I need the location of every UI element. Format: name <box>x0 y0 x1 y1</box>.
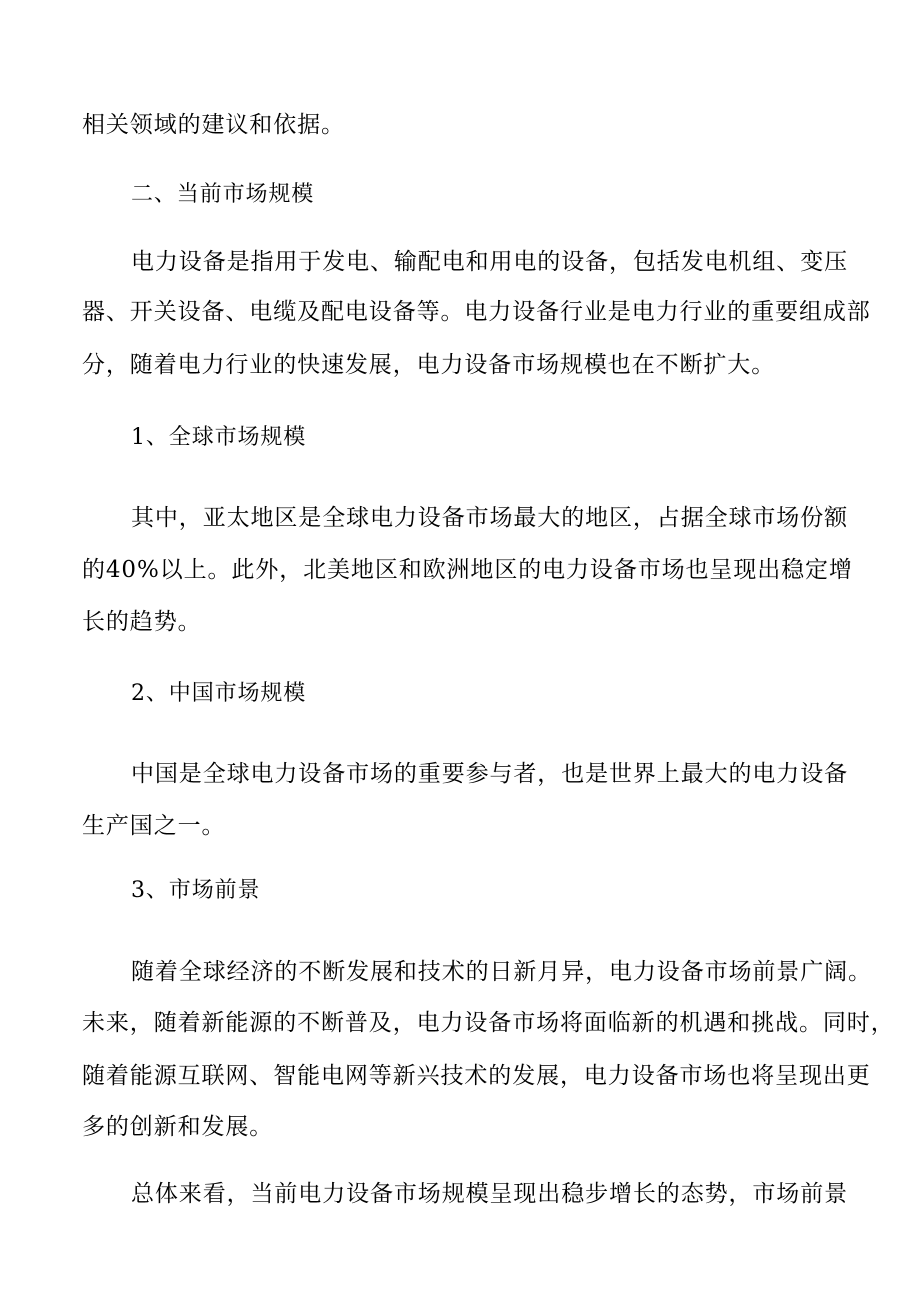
paragraph-line: 未来，随着新能源的不断普及，电力设备市场将面临新的机遇和挑战。同时， <box>82 1010 895 1036</box>
paragraph-line: 随着能源互联网、智能电网等新兴技术的发展，电力设备市场也将呈现出更 <box>82 1063 871 1089</box>
paragraph-line: 中国是全球电力设备市场的重要参与者，也是世界上最大的电力设备 <box>131 761 848 787</box>
subsection-heading: 2、中国市场规模 <box>131 681 307 706</box>
paragraph-line: 其中，亚太地区是全球电力设备市场最大的地区，占据全球市场份额 <box>131 505 848 531</box>
paragraph-line: 多的创新和发展。 <box>82 1114 274 1140</box>
paragraph-line: 的40%以上。此外，北美地区和欧洲地区的电力设备市场也呈现出稳定增 <box>82 557 853 583</box>
paragraph-line: 随着全球经济的不断发展和技术的日新月异，电力设备市场前景广阔。 <box>131 959 872 985</box>
section-heading: 二、当前市场规模 <box>131 182 315 207</box>
paragraph-line: 总体来看，当前电力设备市场规模呈现出稳步增长的态势，市场前景 <box>131 1181 848 1207</box>
paragraph-line: 器、开关设备、电缆及配电设备等。电力设备行业是电力行业的重要组成部 <box>82 299 871 325</box>
subsection-heading: 3、市场前景 <box>131 878 261 903</box>
subsection-heading: 1、全球市场规模 <box>131 425 307 450</box>
paragraph-line: 相关领域的建议和依据。 <box>82 112 345 138</box>
paragraph-line: 长的趋势。 <box>82 609 202 635</box>
paragraph-line: 分，随着电力行业的快速发展，电力设备市场规模也在不断扩大。 <box>82 352 776 378</box>
paragraph-line: 电力设备是指用于发电、输配电和用电的设备，包括发电机组、变压 <box>131 249 848 275</box>
paragraph-line: 生产国之一。 <box>82 813 226 839</box>
